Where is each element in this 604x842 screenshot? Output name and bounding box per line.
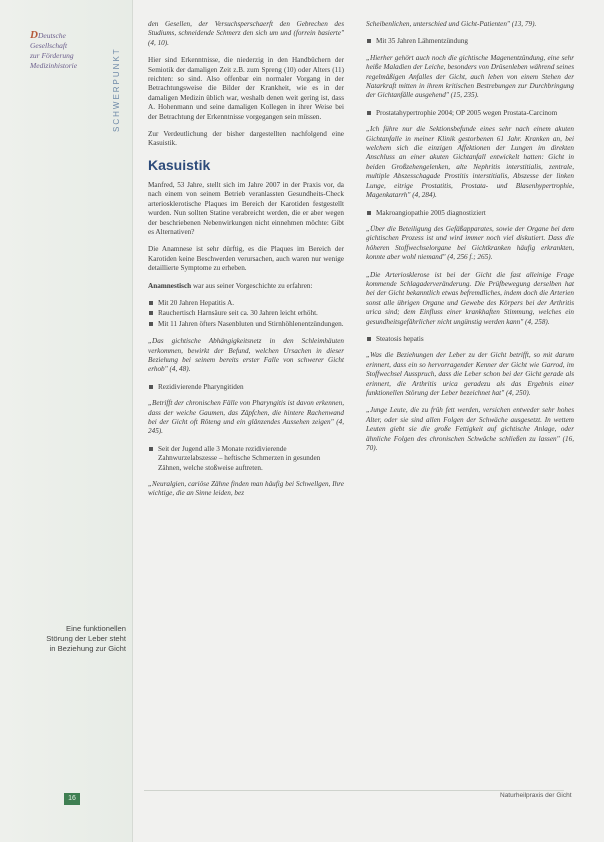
logo-line-1-text: Deutsche	[37, 31, 66, 40]
list-item: Prostatahypertrophie 2004; OP 2005 wegen Prostata-Carcinom	[366, 109, 574, 118]
section-label-vertical: SCHWERPUNKT	[112, 47, 121, 132]
quote-1: „Das gichtische Abhängigkeitsnetz in den Schleimhäuten verkommen, bewirkt der Befund, welchen Ursachen in dieser Beziehung bei seinem bereits erster Falle von schwerer Gicht erhob" (4, 48).	[148, 337, 344, 374]
quote-8: „Was die Beziehungen der Leber zu der Gicht betrifft, so mit darum erinnert, dass ein so hervorragender Kenner der Gicht wie Garrod, im Stoffwechsel Ausspruch, dass die Leber schon bei der Gicht gerade als erinnert, die Arthritis urica geradezu als das Ergebnis einer funktionellen Störung der Leber bezeichnet hat" (4, 250).	[366, 351, 574, 397]
logo-line-2: Gesellschaft	[30, 41, 68, 50]
page-number: 16	[64, 793, 80, 805]
list-item: Seit der Jugend alle 3 Monate rezidivierende Zahnwurzelabszesse – heftische Schmerzen in gesunden Zähnen, welche stoßweise auftreten.	[148, 445, 344, 473]
paragraph-body-1: Hier sind Erkenntnisse, die niederzig in den Handbüchern der Semiotik der damaligen Zeit z.B. zum Spreng (10) oder Alters (11) reichten: so sind. Also offenbar ein normaler Vorgang in der Betrachtungsweise die Bilder der Krankheit, wie es in der damaligen Medizin üblich war, weshalb denen weit gering ist, dass A. Hohenmann und seine damaligen Kollegen in ihrer Weise bei der Betrachtung der Erkenntnisse vorgegangen sein müssen.	[148, 56, 344, 121]
logo-line-3: zur Förderung	[30, 51, 74, 60]
list-item: Mit 20 Jahren Hepatitis A.	[148, 299, 344, 308]
column-right	[366, 20, 574, 461]
history-list	[148, 299, 344, 329]
quote-continued: Scheibenlichen, unterschied und Gicht-Patienten" (13, 79).	[366, 20, 537, 28]
list-item: Rezidivierende Pharyngitiden	[148, 383, 344, 392]
paragraph-body-2: Zur Verdeutlichung der bisher dargestellten nachfolgend eine Kasuistik.	[148, 130, 344, 148]
logo-line-1	[30, 30, 110, 41]
sidebar	[0, 0, 133, 842]
paragraph-anamnesis	[148, 282, 344, 291]
anamnesis-lead: Anamnestisch	[148, 281, 192, 290]
list-item: Makroangiopathie 2005 diagnostiziert	[366, 209, 574, 218]
footer-divider	[144, 790, 564, 791]
paragraph-intro-quote: den Gesellen, der Versuchsperschaerft den Gebrechen des Studiums, schneidende Schmerz den sich um und (forrein basierte" (4, 10).	[148, 20, 344, 47]
quote-2: „Betrifft der chronischen Fälle von Pharyngitis ist davon erkennen, dass der weiche Gaumen, das Zäpfchen, die hintere Rachenwand bei der Gicht oft Röteng und ein glänzendes Aussehen zeigen" (4, 245).	[148, 399, 344, 436]
section-heading: Kasuistik	[148, 156, 211, 173]
list-item: Steatosis hepatis	[366, 335, 574, 344]
margin-note: Eine funktionellen Störung der Leber steht in Beziehung zur Gicht	[46, 624, 126, 653]
quote-5: „Ich führe nur die Sektionsbefunde eines sehr nach einem akuten Gichtanfalle in meiner Klinik gestorbenen 61 Jahr. Kranken an, bei welchem sich die einzigen Affektionen der Lungen im direkten Anschluss an einer akuten Gichtanfall entwickelt hatten: Gicht in beiden Großzehengelenken, alte Nephritis interstitialis, zentrale, multiple Abszesschagade Prostitis interstitialis, Abszesse der linken Lunge, eitrige Prostatitis, Prostata- und Blasenhypertrophie, Magenkatarrh" (4, 284).	[366, 125, 574, 200]
quote-4: „Hierher gehört auch noch die gichtische Magenentzündung, eine sehr heiße Maladien der Leiche, besonders von Drüsenleben während seines regelmäßigen Anfalles der Gicht, auch leben von einem Stehen der Natarkraft mitten in ihrem kritischen Bestrebungen zur Durchbringung der Gichtanfälle ausgehend" (15, 235).	[366, 53, 574, 100]
quote-9: „Junge Leute, die zu früh fett werden, versichen entweder sehr hohes Alter, oder sie sind allen Folgen der Schwäche ausgesetzt. In wettem Leuten giebt sie die große Fettigkeit auf gichtische Anlage, oder ähnliche Folgen des chronischen Schwäche schließen zu lassen" (16, 70).	[366, 406, 574, 453]
anamnesis-rest: war aus seiner Vorgeschichte zu erfahren:	[191, 281, 313, 290]
society-logo	[30, 30, 110, 71]
column-left	[148, 20, 344, 507]
list-item: Mit 35 Jahren Lähmentzündung	[366, 37, 574, 46]
quote-7: „Die Arteriosklerose ist bei der Gicht die fast alleinige Frage kommende Schlagaderveränderung. Die Prüfbewegung derselben hat bei der Gicht bekanntlich etwas befremdliches, indem doch die Arterien sonst alle übrigen Organe und Gewebe des Körpers bei der Arthritis urica sind; dem Einfluss einer krankhaften Stimmung, welches ein gesundheitsgefährlicher nicht ungünstig werden kann" (4, 258).	[366, 270, 574, 326]
quote-6: „Über die Beteiligung des Gefäßapparates, sowie der Organe bei dem gichtischen Prozess ist und wird immer noch viel diskutiert. Dass die höheren Stoffwechselorgane bei Gichtkranken häufig erkrankten, konnte aber wohl niemand" (4, 256 f.; 265).	[366, 224, 574, 262]
paragraph-case-1: Manfred, 53 Jahre, stellt sich im Jahre 2007 in der Praxis vor, da nach einem von seinem Betrieb veranlassten Gesundheits-Check arteriosklerotische Plaques im Bereich der Karotiden festgestellt wurden. Nun sollten Statine verabreicht werden, die er aber wegen der beschriebenen Nebenwirkungen nicht einnehmen möchte: Gibt es Alternativen?	[148, 180, 344, 236]
logo-line-4: Medizinhistorie	[30, 61, 78, 70]
logo-initial: D	[30, 29, 38, 41]
list-item: Rauchertisch Harnsäure seit ca. 30 Jahren leicht erhöht.	[148, 309, 344, 318]
list-item: Mit 11 Jahren öfters Nasenbluten und Stirnhöhlenentzündungen.	[148, 320, 344, 329]
footer-label: Naturheilpraxis der Gicht	[500, 792, 572, 799]
paragraph-case-2: Die Anamnese ist sehr dürftig, es die Plaques im Bereich der Karotiden keine Beschwerden verursachen, auch waren nur wenige detaillierte Symptome zu erheben.	[148, 245, 344, 273]
quote-3: „Neuralgien, cariöse Zähne finden man häufig bei Schwellgen, Ihre wichtige, die an Sinne leiden, bez	[148, 480, 344, 498]
